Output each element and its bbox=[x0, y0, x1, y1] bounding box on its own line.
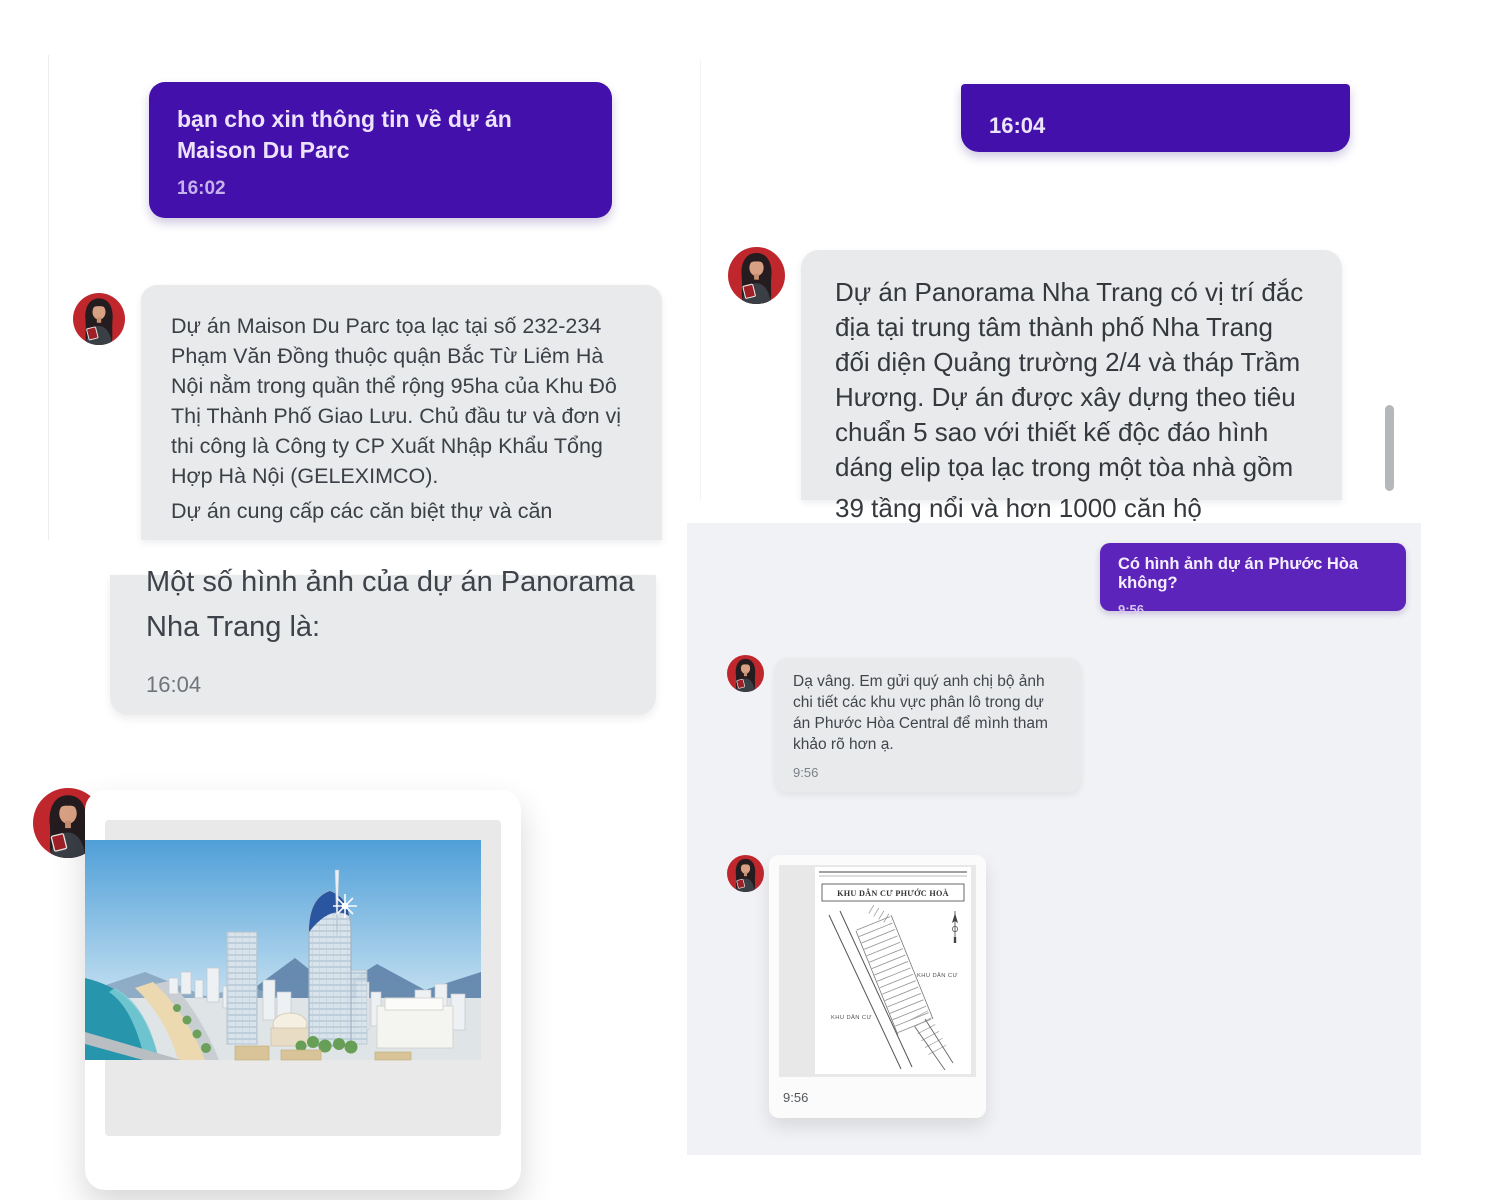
message-timestamp: 9:56 bbox=[793, 765, 819, 780]
assistant-avatar-icon bbox=[73, 293, 125, 345]
message-timestamp: 9:56 bbox=[783, 1090, 809, 1105]
user-message-text: bạn cho xin thông tin về dự án Maison Du Parc bbox=[177, 106, 512, 163]
bot-image-message-card[interactable] bbox=[85, 790, 521, 1190]
bot-image-message-card[interactable] bbox=[769, 855, 986, 1118]
bot-message-line: Nha Trang là: bbox=[146, 611, 321, 643]
map-title: KHU DÂN CƯ PHƯỚC HOÀ bbox=[837, 889, 949, 898]
assistant-avatar-icon bbox=[727, 655, 764, 692]
bot-message-line-clipped: Một số hình ảnh của dự án Panorama bbox=[146, 566, 635, 598]
bot-message-bubble bbox=[141, 285, 662, 540]
map-label-right: KHU DÂN CƯ bbox=[917, 973, 958, 979]
bot-message-bubble bbox=[801, 250, 1342, 523]
image-matte bbox=[779, 865, 976, 1077]
user-message-bubble-cropped bbox=[961, 84, 1350, 152]
chat-panel-top-right bbox=[700, 60, 1397, 523]
panorama-tower-photo[interactable] bbox=[85, 840, 481, 1060]
phuoc-hoa-lot-map-image[interactable] bbox=[815, 867, 971, 1074]
message-timestamp: 9:56 bbox=[1118, 602, 1145, 617]
message-timestamp: 16:02 bbox=[177, 178, 226, 199]
scrollbar-thumb[interactable] bbox=[1385, 405, 1394, 491]
user-message-bubble bbox=[1100, 543, 1406, 617]
assistant-avatar-icon bbox=[727, 855, 764, 892]
map-label-left: KHU DÂN CƯ bbox=[831, 1015, 872, 1021]
bot-message-text-clipped: 39 tầng nổi và hơn 1000 căn hộ bbox=[835, 493, 1202, 523]
user-message-text: Có hình ảnh dự án Phước Hòa không? bbox=[1118, 555, 1359, 592]
chat-panel-top-left bbox=[48, 55, 661, 540]
user-message-bubble bbox=[149, 82, 612, 218]
bot-message-text: Dự án Maison Du Parc tọa lạc tại số 232-234 Phạm Văn Đồng thuộc quận Bắc Từ Liêm Hà Nội nằm trong quần thể rộng 95ha của Khu Đô Thị Thành Phố Giao Lưu. Chủ đầu tư và đơn vị thi công là Công ty CP Xuất Nhập Khẩu Tổng Hợp Hà Nội (GELEXIMCO). bbox=[171, 314, 622, 488]
chat-panel-bottom-right bbox=[687, 523, 1421, 1155]
bot-message-text: Dạ vâng. Em gửi quý anh chị bộ ảnh chi tiết các khu vực phân lô trong dự án Phước Hòa Central để mình tham khảo rõ hơn ạ. bbox=[793, 673, 1048, 753]
bot-message-text-clipped: Dự án cung cấp các căn biệt thự và căn bbox=[171, 499, 553, 523]
assistant-avatar-icon bbox=[728, 247, 785, 304]
message-timestamp: 16:04 bbox=[989, 113, 1046, 138]
bot-message-bubble bbox=[775, 658, 1081, 792]
message-timestamp: 16:04 bbox=[146, 672, 202, 697]
bot-message-bubble-cropped bbox=[110, 566, 656, 715]
bot-message-text: Dự án Panorama Nha Trang có vị trí đắc địa tại trung tâm thành phố Nha Trang đối diện Quảng trường 2/4 và tháp Trầm Hương. Dự án được xây dựng theo tiêu chuẩn 5 sao với thiết kế độc đáo hình dáng elip tọa lạc trong một tòa nhà gồm bbox=[835, 277, 1304, 482]
